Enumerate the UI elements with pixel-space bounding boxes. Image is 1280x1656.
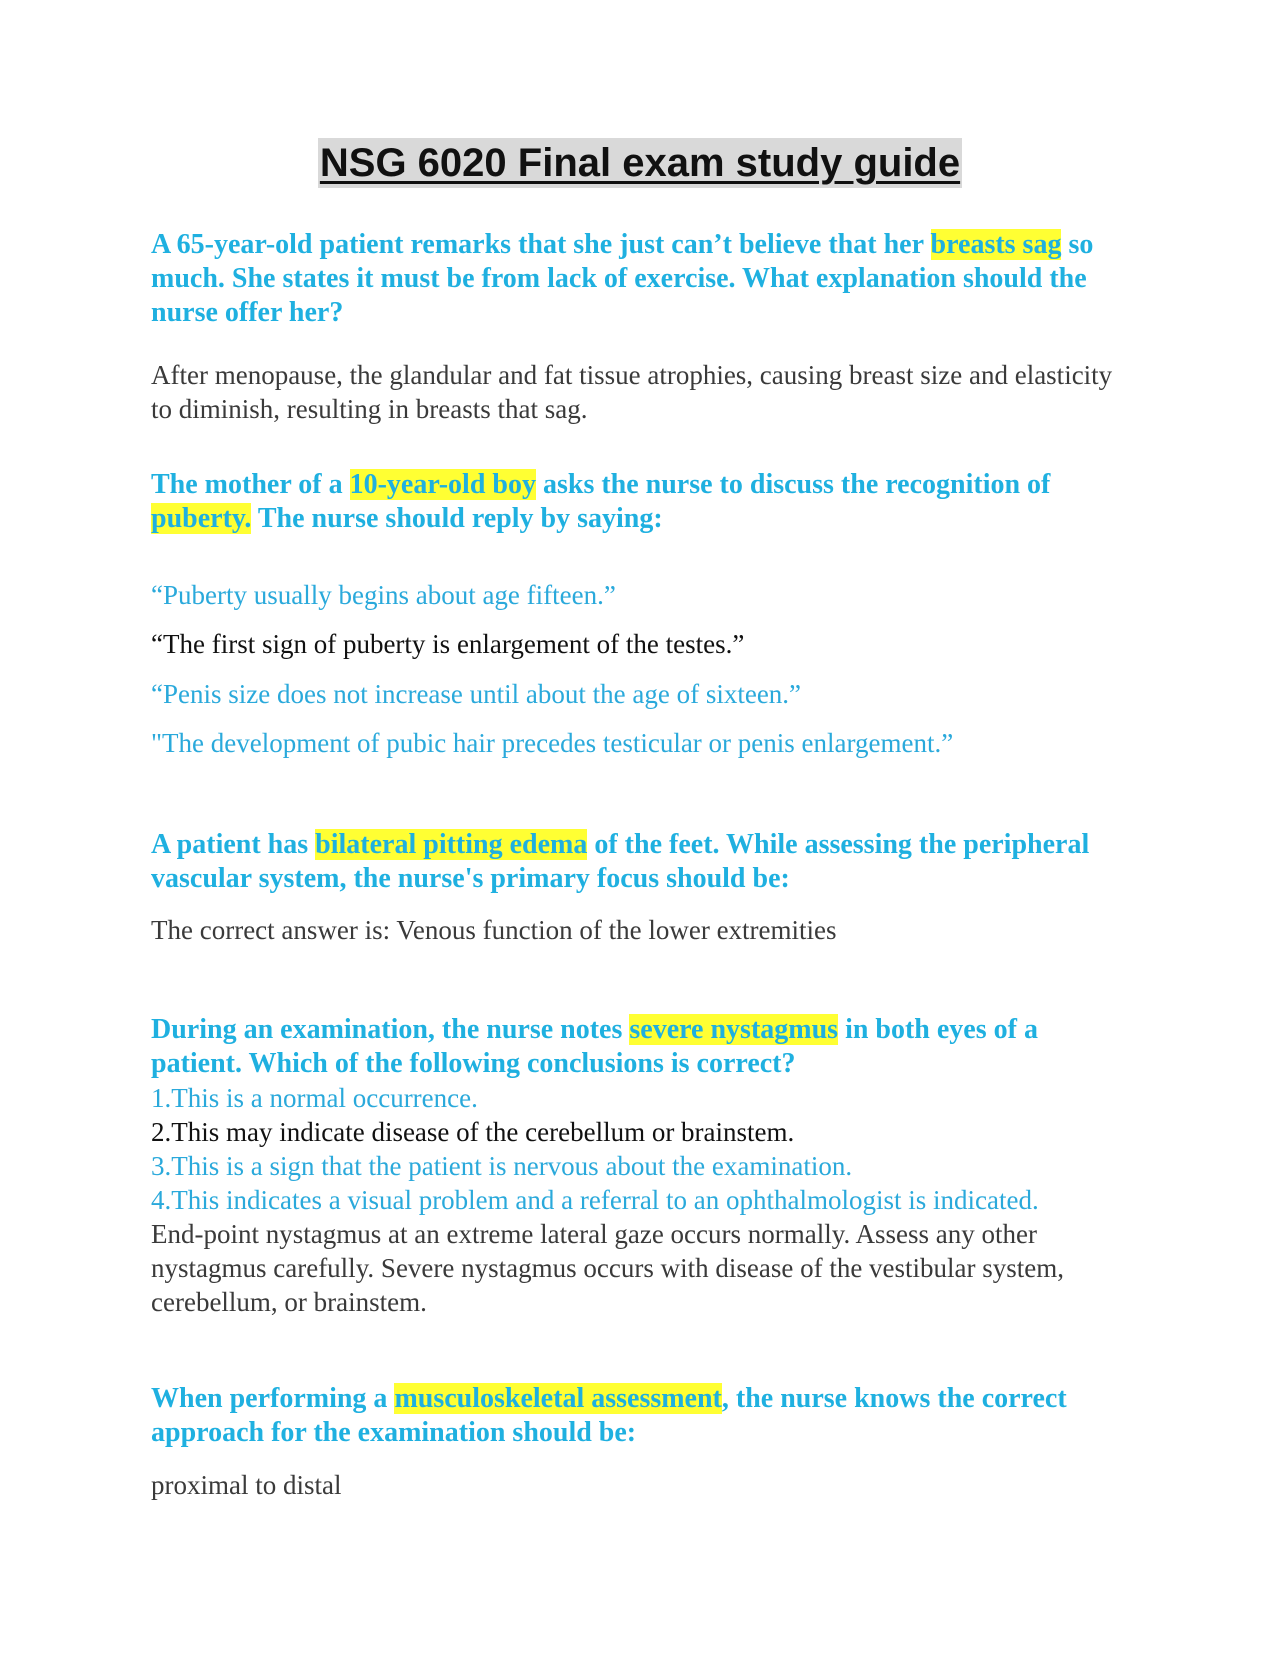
option-text: 1.This is a normal occurrence. <box>151 1083 478 1113</box>
question-text: When performing a musculoskeletal assessment, the nurse knows the correct approach for the examination should be: <box>151 1383 1067 1448</box>
title-container <box>0 138 1280 188</box>
answer-block-1 <box>151 358 1131 426</box>
option-text: “Puberty usually begins about age fifteen.” <box>151 580 616 610</box>
option-text: "The development of pubic hair precedes testicular or penis enlargement.” <box>151 728 954 758</box>
highlighted-term: puberty. <box>151 503 252 534</box>
option-text: “Penis size does not increase until about the age of sixteen.” <box>151 679 802 709</box>
highlighted-term: breasts sag <box>930 229 1062 260</box>
highlighted-term: 10-year-old boy <box>349 469 536 500</box>
question-block-1 <box>151 228 1131 330</box>
answer-block-3 <box>151 913 1131 947</box>
question-block-4 <box>151 1013 1131 1319</box>
answer-text: After menopause, the glandular and fat tissue atrophies, causing breast size and elasticity to diminish, resulting in breasts that sag. <box>151 360 1113 424</box>
question-text: During an examination, the nurse notes severe nystagmus in both eyes of a patient. Which of the following conclusions is correct? <box>151 1014 1038 1079</box>
question-block-3 <box>151 828 1131 896</box>
answer-option <box>151 677 1131 711</box>
option-text: “The first sign of puberty is enlargement of the testes.” <box>151 629 745 659</box>
question-text: A patient has bilateral pitting edema of the feet. While assessing the peripheral vascular system, the nurse's primary focus should be: <box>151 829 1090 894</box>
answer-text: proximal to distal <box>151 1470 342 1500</box>
question-text: The mother of a 10-year-old boy asks the nurse to discuss the recognition of puberty. The nurse should reply by saying: <box>151 469 1051 534</box>
option-text: 4.This indicates a visual problem and a referral to an ophthalmologist is indicated. <box>151 1185 1039 1215</box>
answer-option-correct <box>151 627 1131 661</box>
question-block-5 <box>151 1382 1131 1450</box>
question-text: A 65-year-old patient remarks that she just can’t believe that her breasts sag so much. She states it must be from lack of exercise. What explanation should the nurse offer her? <box>151 229 1094 328</box>
highlighted-term: bilateral pitting edema <box>315 829 588 860</box>
page-title: NSG 6020 Final exam study guide <box>318 138 962 188</box>
answer-text: The correct answer is: Venous function of the lower extremities <box>151 915 837 945</box>
answer-option <box>151 578 1131 612</box>
question-block-2 <box>151 468 1131 536</box>
answer-option <box>151 726 1131 760</box>
highlighted-term: severe nystagmus <box>629 1014 839 1045</box>
answer-block-5 <box>151 1468 1131 1502</box>
highlighted-term: musculoskeletal assessment <box>394 1383 722 1414</box>
explanation-text: End-point nystagmus at an extreme lateral gaze occurs normally. Assess any other nystagmus carefully. Severe nystagmus occurs with disease of the vestibular system, cerebellum, or brainstem. <box>151 1219 1065 1317</box>
option-text: 3.This is a sign that the patient is nervous about the examination. <box>151 1151 853 1181</box>
option-text-correct: 2.This may indicate disease of the cerebellum or brainstem. <box>151 1117 795 1147</box>
